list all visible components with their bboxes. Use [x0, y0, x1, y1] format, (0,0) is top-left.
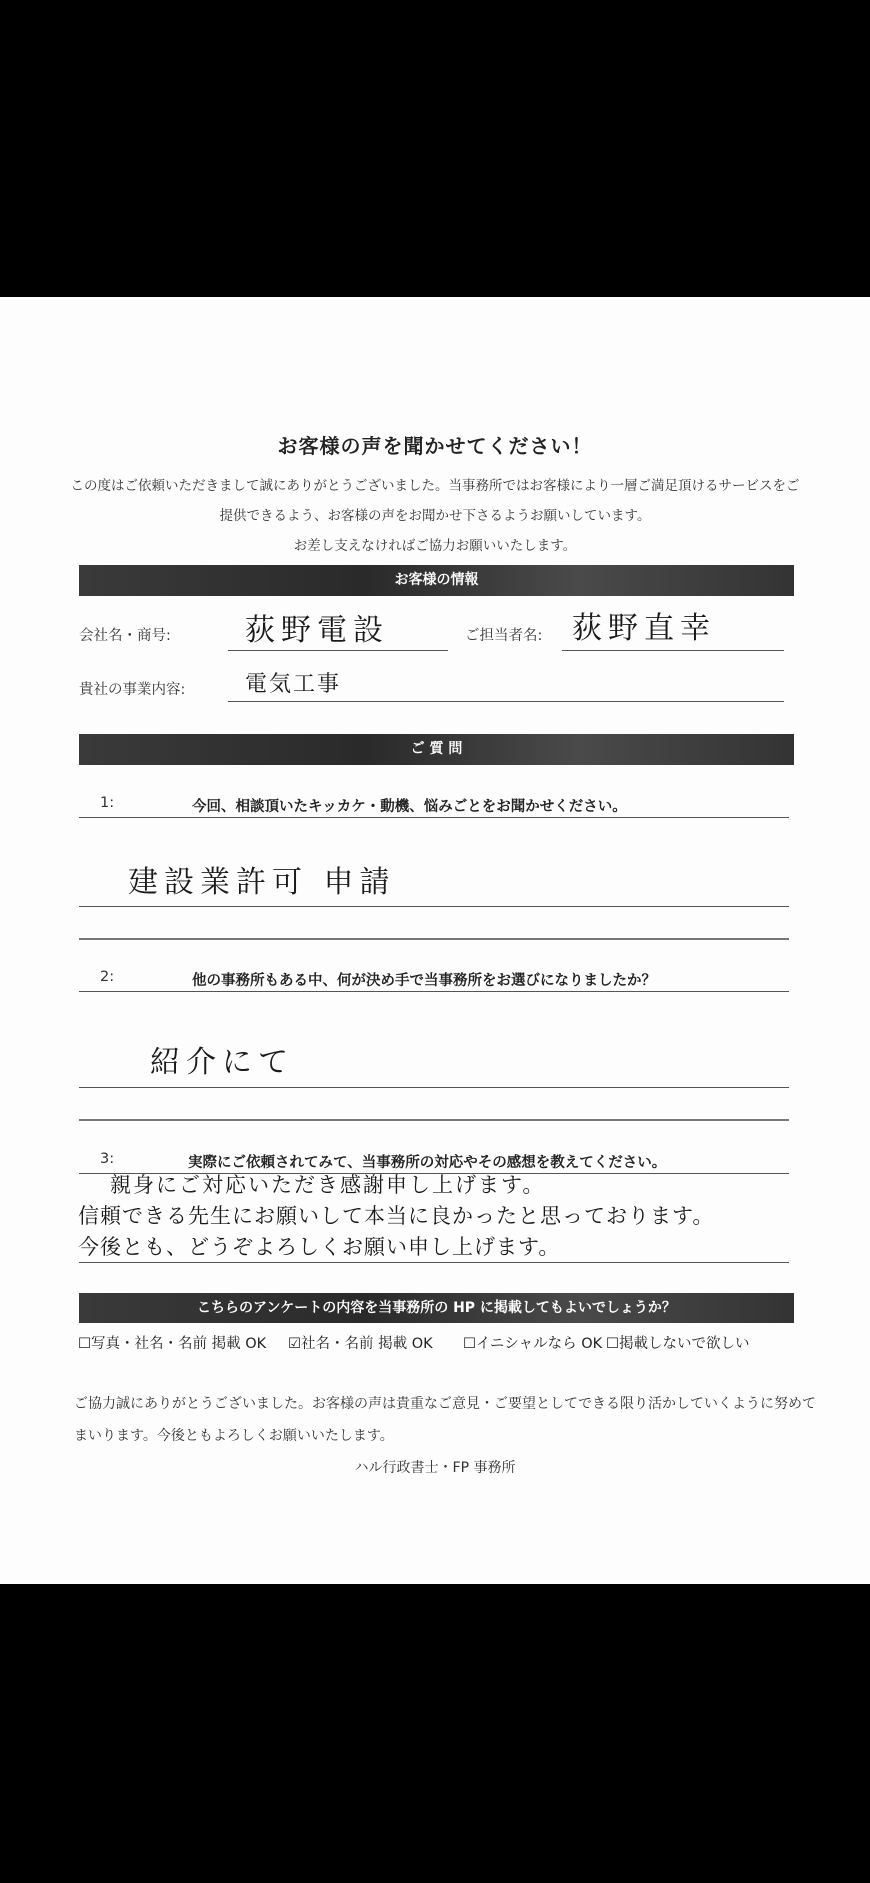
answer-3-line-3: 今後とも、どうぞよろしくお願い申し上げます。 — [78, 1235, 561, 1259]
question-2-rule — [79, 991, 789, 992]
section-customer-info: お客様の情報 — [79, 565, 794, 596]
option-label: 社名・名前 掲載 OK — [301, 1336, 433, 1352]
question-1-number: 1: — [100, 795, 115, 811]
checkbox-unchecked-icon[interactable]: ☐ — [463, 1336, 476, 1352]
option-label: イニシャルなら OK — [476, 1336, 603, 1352]
intro-line-3: お差し支えなければご協力お願いいたします。 — [293, 538, 577, 554]
question-1-rule — [79, 817, 789, 818]
intro-line-2: 提供できるよう、お客様の声をお聞かせ下さるようお願いしています。 — [219, 508, 651, 524]
checkbox-unchecked-icon[interactable]: ☐ — [606, 1336, 619, 1352]
business-underline — [228, 701, 784, 702]
answer-2: 紹介にて — [150, 1045, 294, 1080]
intro-line-1: この度はご依頼いただきまして誠にありがとうございました。当事務所ではお客様により一層ご満足頂けるサービスをご — [70, 478, 800, 494]
question-3-number: 3: — [100, 1151, 115, 1167]
form-title: お客様の声を聞かせてください！ — [277, 434, 593, 458]
checkbox-unchecked-icon[interactable]: ☐ — [78, 1336, 91, 1352]
contact-label: ご担当者名: — [465, 628, 543, 644]
closing-line-1: ご協力誠にありがとうございました。お客様の声は貴重なご意見・ご要望としてできる限り活かしていくように努めて — [74, 1396, 816, 1412]
permission-question: こちらのアンケートの内容を当事務所の HP に掲載してもよいでしょうか？ — [79, 1293, 794, 1323]
answer-2-line-2 — [79, 1119, 789, 1121]
option-initials[interactable] — [463, 1332, 602, 1353]
option-label: 掲載しないで欲しい — [619, 1336, 750, 1352]
option-photo-name[interactable] — [78, 1332, 266, 1353]
answer-3-line-1: 親身にご対応いただき感謝申し上げます。 — [110, 1173, 546, 1197]
contact-underline — [562, 650, 784, 651]
answer-1: 建設業許可 申請 — [128, 865, 396, 900]
survey-sheet — [0, 297, 870, 1584]
checkbox-checked-icon[interactable]: ☑ — [288, 1336, 301, 1352]
business-label: 貴社の事業内容: — [79, 682, 186, 698]
company-underline — [228, 650, 448, 651]
company-label: 会社名・商号: — [79, 628, 171, 644]
question-3-text: 実際にご依頼されてみて、当事務所の対応やその感想を教えてください。 — [188, 1155, 667, 1171]
option-label: 写真・社名・名前 掲載 OK — [91, 1336, 267, 1352]
section-questions: ご 質 問 — [79, 734, 794, 765]
answer-3-rule — [79, 1262, 789, 1263]
contact-value: 荻野直幸 — [572, 611, 716, 646]
question-2-text: 他の事務所もある中、何が決め手で当事務所をお選びになりましたか？ — [192, 973, 656, 989]
question-1-text: 今回、相談頂いたキッカケ・動機、悩みごとをお聞かせください。 — [192, 799, 627, 815]
closing-line-2: まいります。今後ともよろしくお願いいたします。 — [74, 1428, 394, 1444]
answer-1-line-2 — [79, 938, 789, 940]
answer-1-line-1 — [79, 906, 789, 907]
question-2-number: 2: — [100, 969, 115, 985]
option-no-publish[interactable] — [606, 1332, 750, 1353]
answer-2-line-1 — [79, 1087, 789, 1088]
business-value: 電気工事 — [245, 672, 342, 697]
answer-3-line-2: 信頼できる先生にお願いして本当に良かったと思っております。 — [78, 1204, 715, 1228]
option-company-name[interactable] — [288, 1332, 433, 1353]
company-value: 荻野電設 — [245, 613, 389, 648]
office-name: ハル行政書士・FP 事務所 — [354, 1460, 516, 1476]
